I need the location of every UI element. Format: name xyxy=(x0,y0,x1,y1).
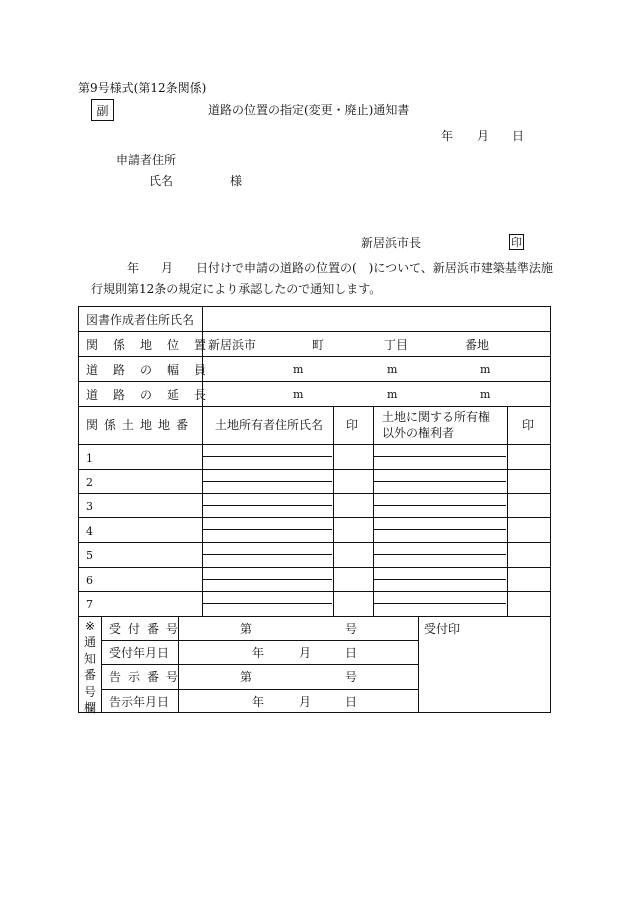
sub-line xyxy=(203,481,332,482)
sub-line xyxy=(203,603,332,604)
owner-header: 土地所有者住所氏名 xyxy=(215,418,324,432)
sub-line xyxy=(203,579,332,580)
length-unit-1: m xyxy=(293,388,304,401)
width-label: 道路の幅員 xyxy=(86,363,222,377)
receipt-no-label: 受付番号 xyxy=(109,622,186,636)
col-divider xyxy=(202,307,203,616)
applicant-name-label: 氏名 xyxy=(149,174,174,188)
row-divider xyxy=(79,331,550,332)
sub-line xyxy=(203,529,332,530)
notice-no-go: 号 xyxy=(345,670,358,684)
body-month: 月 xyxy=(161,261,174,275)
document-title: 道路の位置の指定(変更・廃止)通知書 xyxy=(208,103,410,117)
row-number: 2 xyxy=(86,476,93,489)
location-banchi: 番地 xyxy=(465,338,490,352)
col-divider xyxy=(373,406,374,616)
location-chome: 丁目 xyxy=(384,338,409,352)
body-year: 年 xyxy=(127,261,140,275)
sub-line xyxy=(374,456,506,457)
owner-seal-header: 印 xyxy=(346,418,359,432)
body-line2: 行規則第12条の規定により承認したので通知します。 xyxy=(91,282,382,296)
col-divider xyxy=(418,616,419,712)
row-number: 6 xyxy=(86,574,93,587)
receipt-no-dai: 第 xyxy=(240,622,253,636)
location-city: 新居浜市 xyxy=(208,338,257,352)
issuer-name: 新居浜市長 xyxy=(361,236,422,250)
width-unit-1: m xyxy=(293,363,304,376)
date-day: 日 xyxy=(512,129,525,143)
sub-line xyxy=(203,554,332,555)
row-divider xyxy=(79,542,550,543)
row-divider xyxy=(79,567,550,568)
row-divider xyxy=(79,444,550,445)
length-unit-3: m xyxy=(480,388,491,401)
receipt-no-go: 号 xyxy=(345,622,358,636)
form-number: 第9号様式(第12条関係) xyxy=(78,81,207,95)
width-unit-3: m xyxy=(480,363,491,376)
row-divider xyxy=(79,616,550,617)
notice-no-dai: 第 xyxy=(240,670,253,684)
rights-header-2: 以外の権利者 xyxy=(382,426,455,440)
col-divider xyxy=(507,406,508,616)
sub-line xyxy=(203,505,332,506)
seal-mark: 印 xyxy=(511,236,522,249)
row-divider xyxy=(79,406,550,407)
applicant-honorific: 様 xyxy=(230,174,243,188)
receipt-date-day: 日 xyxy=(345,646,358,660)
row-number: 4 xyxy=(86,525,93,538)
notice-divider xyxy=(101,689,418,690)
length-label: 道路の延長 xyxy=(86,388,222,402)
receipt-stamp-label: 受付印 xyxy=(424,622,461,636)
notice-divider xyxy=(101,640,418,641)
notice-no-label: 告示番号 xyxy=(109,670,186,684)
row-number: 7 xyxy=(86,598,93,611)
body-line1-text: 日付けで申請の道路の位置の( )について、新居浜市建築基準法施 xyxy=(196,261,553,275)
receipt-date-month: 月 xyxy=(299,646,312,660)
col-divider xyxy=(333,406,334,616)
notice-vertical-label: ※ 通 知 番 号 欄 xyxy=(83,619,96,715)
application-table xyxy=(78,306,551,713)
col-divider xyxy=(101,616,102,712)
sub-line xyxy=(374,481,506,482)
rights-seal-header: 印 xyxy=(522,418,535,432)
row-number: 3 xyxy=(86,500,93,513)
sub-line xyxy=(374,529,506,530)
row-divider xyxy=(79,469,550,470)
length-unit-2: m xyxy=(387,388,398,401)
sub-line xyxy=(374,603,506,604)
receipt-date-year: 年 xyxy=(252,646,265,660)
row-divider xyxy=(79,591,550,592)
date-year: 年 xyxy=(441,129,454,143)
notice-date-year: 年 xyxy=(252,695,265,709)
location-label: 関係地位置 xyxy=(86,338,222,352)
row-divider xyxy=(79,356,550,357)
copy-mark: 副 xyxy=(91,99,114,121)
width-unit-2: m xyxy=(387,363,398,376)
row-divider xyxy=(79,493,550,494)
notice-date-label: 告示年月日 xyxy=(109,695,170,709)
receipt-date-label: 受付年月日 xyxy=(109,646,170,660)
notice-date-month: 月 xyxy=(299,695,312,709)
notice-date-day: 日 xyxy=(345,695,358,709)
sub-line xyxy=(374,579,506,580)
row-number: 5 xyxy=(86,549,93,562)
rights-header-1: 土地に関する所有権 xyxy=(382,410,491,424)
date-month: 月 xyxy=(477,129,490,143)
sub-line xyxy=(203,456,332,457)
sub-line xyxy=(374,505,506,506)
notice-divider xyxy=(101,664,418,665)
location-town: 町 xyxy=(312,338,325,352)
applicant-address-label: 申請者住所 xyxy=(116,153,177,167)
row-divider xyxy=(79,381,550,382)
row-divider xyxy=(79,517,550,518)
lot-header: 関係土地地番 xyxy=(86,418,195,432)
row-number: 1 xyxy=(86,452,93,465)
sub-line xyxy=(374,554,506,555)
author-label: 図書作成者住所氏名 xyxy=(86,313,195,327)
